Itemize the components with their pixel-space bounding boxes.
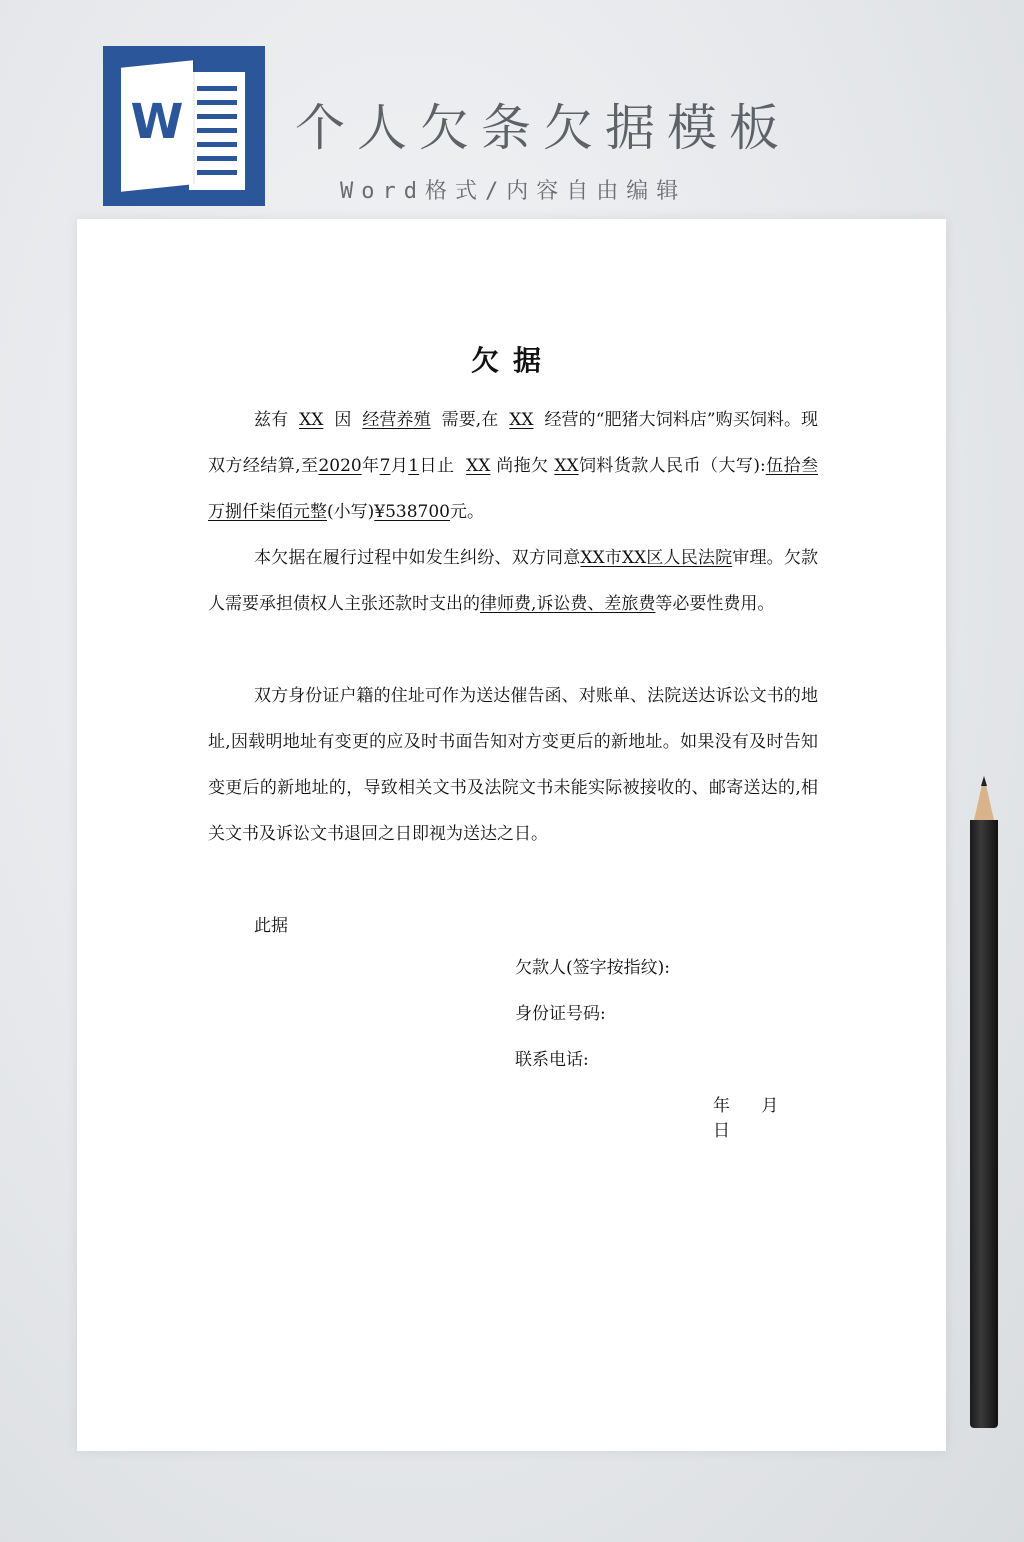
debtor-signature-label: 欠款人(签字按指纹):	[515, 958, 670, 978]
court-name: XX市XX区人民法院	[580, 548, 733, 568]
amount-upper: 伍拾叁万捌仟柒佰元整	[208, 456, 819, 522]
settle-month: 7	[379, 456, 391, 476]
paragraph-1: 兹有 XX 因 经营养殖 需要,在 XX 经营的“肥猪大饲料店”购买饲料。现双方经结算,至2020年7月1日止 XX 尚拖欠 XX饲料货款人民币（大写):伍拾叁万捌仟柒佰元整(小写)¥538700元。	[208, 410, 819, 522]
word-logo-icon	[103, 46, 265, 206]
paragraph-2: 本欠据在履行过程中如发生纠纷、双方同意XX市XX区人民法院审理。欠款人需要承担债权人主张还款时支出的律师费,诉讼费、差旅费等必要性费用。	[208, 548, 819, 614]
debtor-name: XX	[299, 410, 324, 430]
settle-year: 2020	[318, 456, 362, 476]
amount-lower: ¥538700	[374, 502, 450, 522]
creditor-name: XX	[554, 456, 579, 476]
template-title: 个人欠条欠据模板	[295, 99, 791, 157]
business-place: XX	[509, 410, 534, 430]
date-line	[713, 1091, 818, 1141]
paragraph-3: 双方身份证户籍的住址可作为送达催告函、对账单、法院送达诉讼文书的地址,因载明地址有变更的应及时书面告知对方变更后的新地址。如果没有及时告知变更后的新地址的，导致相关文书及法院文书未能实际被接收的、邮寄送达的,相关文书及诉讼文书退回之日即视为送达之日。	[208, 686, 818, 844]
document-title: 欠据	[470, 344, 555, 377]
document-page	[77, 219, 946, 1451]
id-number-label: 身份证号码:	[515, 1004, 606, 1024]
closing-text: 此据	[254, 916, 288, 936]
logo-letter: W	[130, 94, 184, 150]
fee-items: 律师费,诉讼费、差旅费	[480, 594, 656, 614]
settle-day: 1	[408, 456, 420, 476]
date-year: 年	[713, 1096, 732, 1116]
pencil-icon	[970, 776, 998, 1428]
date-day: 日	[713, 1121, 732, 1141]
debtor-name-2: XX	[466, 456, 491, 476]
date-month: 月	[761, 1096, 781, 1116]
phone-label: 联系电话:	[515, 1050, 589, 1070]
template-subtitle: Word格式/内容自由编辑	[340, 179, 687, 204]
debt-reason: 经营养殖	[362, 410, 431, 430]
document-lines-icon	[189, 72, 245, 190]
